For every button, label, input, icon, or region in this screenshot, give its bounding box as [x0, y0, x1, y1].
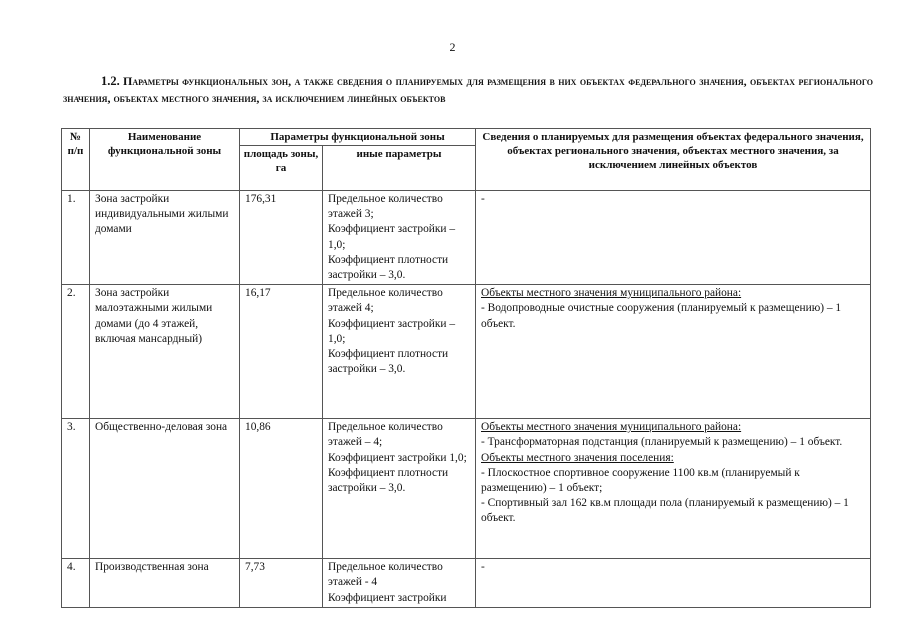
section-number: 1.2.: [101, 74, 120, 88]
zone-objects: [476, 419, 871, 559]
page-number: 2: [449, 40, 456, 54]
zone-params: Предельное количество этажей 4; Коэффициент застройки – 1,0; Коэффициент плотности застройки – 3,0.: [323, 285, 476, 419]
header-num: № п/п: [62, 129, 90, 191]
zones-table: [61, 128, 871, 608]
table-row: [62, 285, 871, 419]
header-name: Наименование функциональной зоны: [90, 129, 240, 191]
zone-area: 10,86: [240, 419, 323, 559]
zone-objects: -: [476, 191, 871, 285]
zone-params: Предельное количество этажей – 4; Коэффициент застройки 1,0; Коэффициент плотности застройки – 3,0.: [323, 419, 476, 559]
objects-item: - Плоскостное спортивное сооружение 1100 кв.м (планируемый к размещению) – 1 объект;: [481, 466, 800, 495]
row-num: 2.: [62, 285, 90, 419]
table-row: [62, 191, 871, 285]
table-header-row: [62, 129, 871, 146]
objects-item: - Спортивный зал 162 кв.м площади пола (планируемый к размещению) – 1 объект.: [481, 497, 849, 525]
objects-item: - Трансформаторная подстанция (планируемый к размещению) – 1 объект.: [481, 436, 843, 449]
header-objects: Сведения о планируемых для размещения объектах федерального значения, объектах регионального значения, объектах местного значения, за исключением линейных объектов: [476, 129, 871, 191]
zone-name: Зона застройки малоэтажными жилыми домами (до 4 этажей, включая мансардный): [90, 285, 240, 419]
section-title: Параметры функциональных зон, а также сведения о планируемых для размещения в них объектах федерального значения, объектах регионального значения, объектах местного значения, за исключением линейных объектов: [63, 74, 874, 105]
objects-heading: Объекты местного значения муниципального района:: [481, 287, 742, 300]
zone-name: Зона застройки индивидуальными жилыми домами: [90, 191, 240, 285]
zone-area: 7,73: [240, 559, 323, 608]
row-num: 3.: [62, 419, 90, 559]
zone-name: Общественно-деловая зона: [90, 419, 240, 559]
header-params-group: Параметры функциональной зоны: [240, 129, 476, 146]
zone-area: 16,17: [240, 285, 323, 419]
zone-name: Производственная зона: [90, 559, 240, 608]
zone-params: Предельное количество этажей 3; Коэффициент застройки – 1,0; Коэффициент плотности застройки – 3,0.: [323, 191, 476, 285]
objects-item: - Водопроводные очистные сооружения (планируемый к размещению) – 1 объект.: [481, 302, 842, 330]
zone-objects: [476, 285, 871, 419]
zone-objects: -: [476, 559, 871, 608]
row-num: 4.: [62, 559, 90, 608]
section-heading: [63, 74, 873, 107]
objects-heading: Объекты местного значения поселения:: [481, 451, 674, 464]
zone-area: 176,31: [240, 191, 323, 285]
row-num: 1.: [62, 191, 90, 285]
header-other-params: иные параметры: [323, 146, 476, 191]
table-row: [62, 419, 871, 559]
zone-params: Предельное количество этажей - 4 Коэффициент застройки: [323, 559, 476, 608]
objects-heading: Объекты местного значения муниципального района:: [481, 421, 742, 434]
header-area: площадь зоны, га: [240, 146, 323, 191]
table-row: [62, 559, 871, 608]
